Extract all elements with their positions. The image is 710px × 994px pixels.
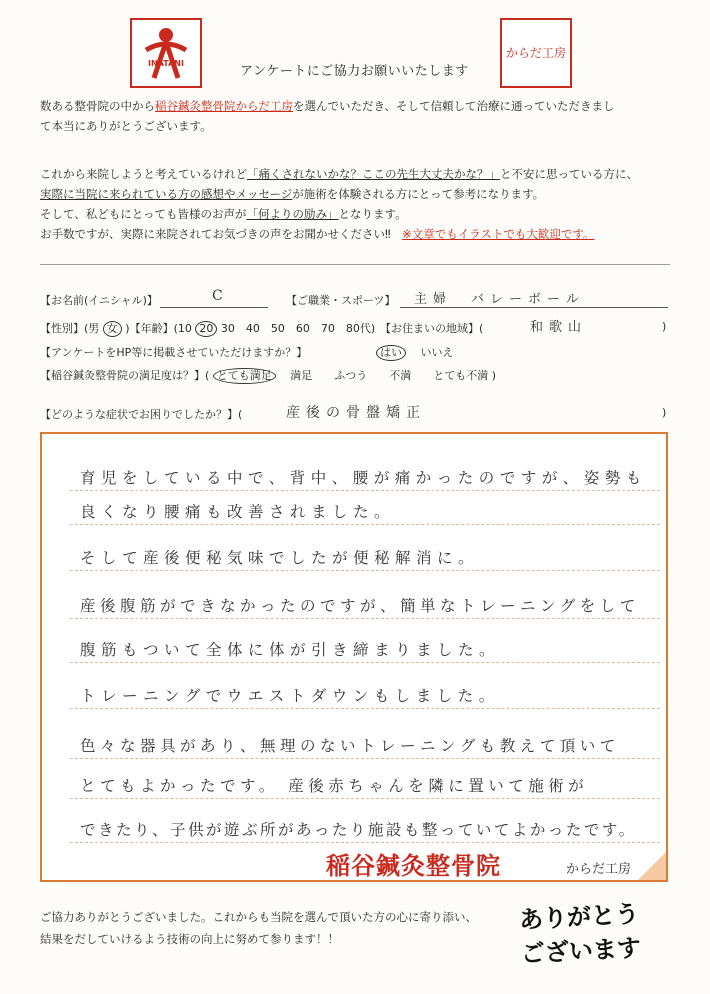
message-line: 良くなり腰痛も改善されました。	[80, 503, 396, 521]
thanks-line-1: ありがとう	[518, 898, 640, 935]
logo-text: INATANI	[148, 59, 184, 68]
name-label: 【お名前(イニシャル)】	[40, 294, 158, 307]
message-line: 腹筋もついて全体に体が引き締まりました。	[80, 641, 501, 659]
symptom-value: 産後の骨盤矯正	[286, 405, 426, 421]
age-options: 30 40 50 60 70 80代)	[220, 322, 376, 335]
thank-you-calligraphy	[518, 897, 641, 971]
sat-very-satisfied-circled: とても満足	[213, 368, 276, 384]
thanks-line-2: ございます	[520, 932, 642, 969]
clinic-sub-signature: からだ工房	[566, 862, 632, 877]
sat-close: )	[491, 369, 497, 382]
intro-clinic-name: 稲谷鍼灸整骨院からだ工房	[155, 99, 293, 113]
message-line: とてもよかったです。 産後赤ちゃんを隣に置いて施術が	[80, 777, 589, 795]
message-line: 色々な器具があり、無理のないトレーニングも教えて頂いて	[80, 737, 620, 755]
intro-block	[40, 96, 680, 136]
message-line: できたり、子供が遊ぶ所があったり施設も整っていてよかったです。	[80, 821, 637, 839]
symptom-close: )	[662, 406, 667, 419]
intro-text: そして、私どもにとっても皆様のお声が	[40, 207, 247, 221]
hp-no: いいえ	[420, 346, 454, 359]
ruled-line	[70, 662, 660, 663]
gender-age-row	[40, 320, 375, 337]
job-label: 【ご職業・スポーツ】	[286, 294, 396, 307]
job-value: 主婦 バレーボール	[414, 292, 585, 307]
ruled-line	[70, 618, 660, 619]
age-label: )【年齢】(10	[125, 322, 192, 335]
karada-kobo-stamp: からだ工房	[500, 18, 572, 88]
intro-text: これから来院しようと考えているけれど	[40, 167, 247, 181]
intro-text: て本当にありがとうございます。	[40, 119, 212, 133]
divider	[40, 264, 670, 265]
page-title: アンケートにご協力お願いいたします	[240, 64, 469, 79]
area-value: 和歌山	[530, 320, 588, 335]
intro-text: を選んでいただき、そして信頼して治療に通っていただきまし	[293, 99, 615, 113]
footer-message	[40, 906, 477, 950]
age-20-circled: 20	[195, 321, 217, 337]
message-line: 産後腹筋ができなかったのですが、簡単なトレーニングをして	[80, 597, 640, 615]
clinic-logo	[130, 18, 202, 88]
footer-line: ご協力ありがとうございました。これからも当院を選んで頂いた方の心に寄り添い、	[40, 910, 477, 924]
gender-female-circled: 女	[103, 321, 122, 337]
hp-yes-circled: はい	[376, 345, 406, 361]
footer-line: 結果をだしていけるよう技術の向上に努めて参ります！！	[40, 932, 339, 946]
intro-text: お手数ですが、実際に来院されてお気づきの声をお聞かせください‼	[40, 227, 391, 241]
message-line: そして産後便秘気味でしたが便秘解消に。	[80, 549, 480, 567]
gender-label: 【性別】(男	[40, 322, 100, 335]
ruled-line	[70, 798, 660, 799]
ruled-line	[70, 708, 660, 709]
message-line: 育児をしている中で、背中、腰が痛かったのですが、姿勢も	[80, 469, 647, 487]
intro-text: となります。	[338, 207, 407, 221]
ruled-line	[70, 842, 660, 843]
page-fold-corner	[638, 852, 666, 880]
ruled-line	[70, 570, 660, 571]
ruled-line	[70, 758, 660, 759]
intro-text: 数ある整骨院の中から	[40, 99, 155, 113]
intro-text: 実際に当院に来られている方の感想やメッセージ	[40, 187, 293, 201]
hp-options	[376, 344, 454, 361]
area-label: 【お住まいの地域】(	[380, 322, 484, 335]
area-row	[380, 320, 483, 336]
sat-options: 満足 ふつう 不満 とても不満	[290, 369, 489, 382]
clinic-name-signature: 稲谷鍼灸整骨院	[326, 852, 501, 880]
intro-note: ※文章でもイラストでも大歓迎です。	[402, 227, 595, 241]
satisfaction-row	[40, 367, 496, 384]
intro-quote: 「痛くされないかな？ここの先生大丈夫かな？」	[247, 167, 500, 181]
sat-label: 【稲谷鍼灸整骨院の満足度は？】(	[40, 369, 210, 382]
intro-quote: 「何よりの励み」	[246, 207, 339, 221]
intro-text: と不安に思っている方に、	[500, 167, 638, 181]
intro-block-2	[40, 164, 680, 244]
hp-row	[40, 344, 307, 360]
ruled-line	[70, 524, 660, 525]
ruled-line	[70, 490, 660, 491]
message-line: トレーニングでウエストダウンもしました。	[80, 687, 500, 705]
symptom-label: 【どのような症状でお困りでしたか？】(	[40, 408, 243, 421]
intro-text: が施術を体験される方にとって参考になります。	[292, 187, 545, 201]
area-close: )	[662, 320, 667, 333]
hp-label: 【アンケートをHP等に掲載させていただけますか？】	[40, 346, 308, 359]
name-value: C	[212, 288, 229, 304]
